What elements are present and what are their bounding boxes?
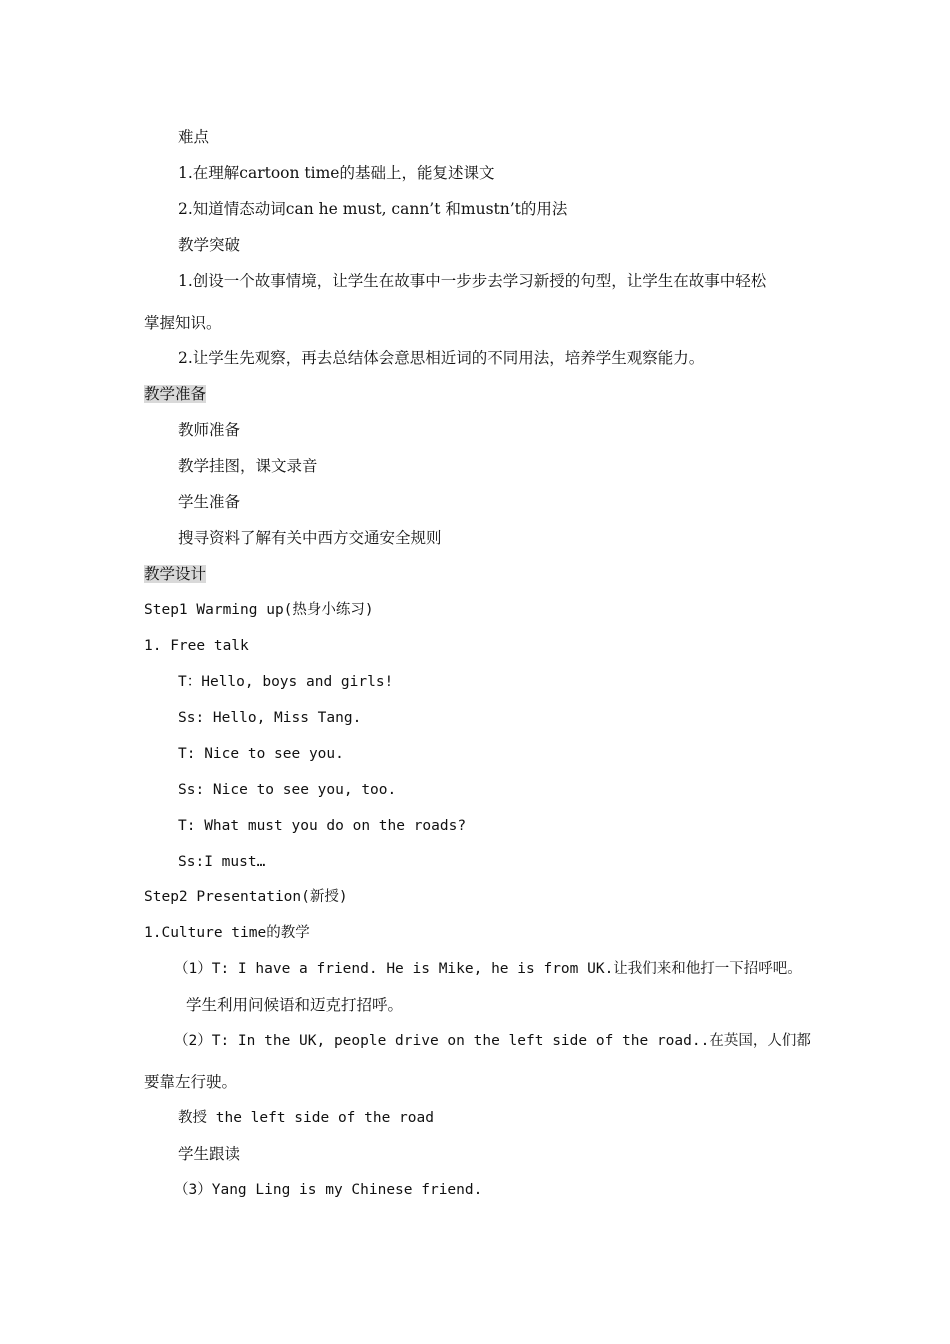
dialogue-line: T: What must you do on the roads? (178, 818, 467, 834)
procedure-1-note: 学生利用问候语和迈克打招呼。 (186, 996, 404, 1014)
difficulty-heading: 难点 (178, 128, 210, 146)
dialogue-line: Ss: Nice to see you, too. (178, 782, 397, 798)
procedure-2-line-1: （2）T: In the UK, people drive on the left side of the road..在英国，人们都 (174, 1033, 811, 1049)
dialogue-line: T：Hello, boys and girls! (178, 674, 394, 690)
dialogue-line: T: Nice to see you. (178, 746, 344, 762)
breakthrough-heading: 教学突破 (178, 236, 241, 254)
teacher-prep-items: 教学挂图，课文录音 (178, 457, 318, 475)
student-prep-label: 学生准备 (178, 493, 241, 511)
student-prep-items: 搜寻资料了解有关中西方交通安全规则 (178, 529, 442, 547)
breakthrough-item-1-line-2: 掌握知识。 (144, 314, 222, 332)
dialogue-line: Ss:I must… (178, 854, 266, 870)
breakthrough-item-1-line-1: 1.创设一个故事情境，让学生在故事中一步步去学习新授的句型，让学生在故事中轻松 (178, 272, 767, 290)
preparation-heading: 教学准备 (144, 385, 207, 403)
culture-time-title: 1.Culture time的教学 (144, 925, 310, 941)
step1-title: Step1 Warming up(热身小练习) (144, 602, 374, 618)
design-heading: 教学设计 (144, 565, 207, 583)
step2-title: Step2 Presentation(新授) (144, 889, 348, 905)
teacher-prep-label: 教师准备 (178, 421, 241, 439)
free-talk-title: 1. Free talk (144, 638, 249, 654)
difficulty-item-1: 1.在理解cartoon time的基础上，能复述课文 (178, 164, 495, 182)
dialogue-line: Ss: Hello, Miss Tang. (178, 710, 362, 726)
breakthrough-item-2: 2.让学生先观察，再去总结体会意思相近词的不同用法，培养学生观察能力。 (178, 349, 705, 367)
procedure-2-line-2: 要靠左行驶。 (144, 1073, 238, 1091)
procedure-3: （3）Yang Ling is my Chinese friend. (174, 1182, 483, 1198)
procedure-1: （1）T: I have a friend. He is Mike, he is from UK.让我们来和他打一下招呼吧。 (174, 961, 802, 977)
difficulty-item-2: 2.知道情态动词can he must, cann’t 和mustn’t的用法 (178, 200, 568, 218)
follow-reading: 学生跟读 (178, 1145, 241, 1163)
teach-phrase: 教授 the left side of the road (178, 1110, 434, 1126)
